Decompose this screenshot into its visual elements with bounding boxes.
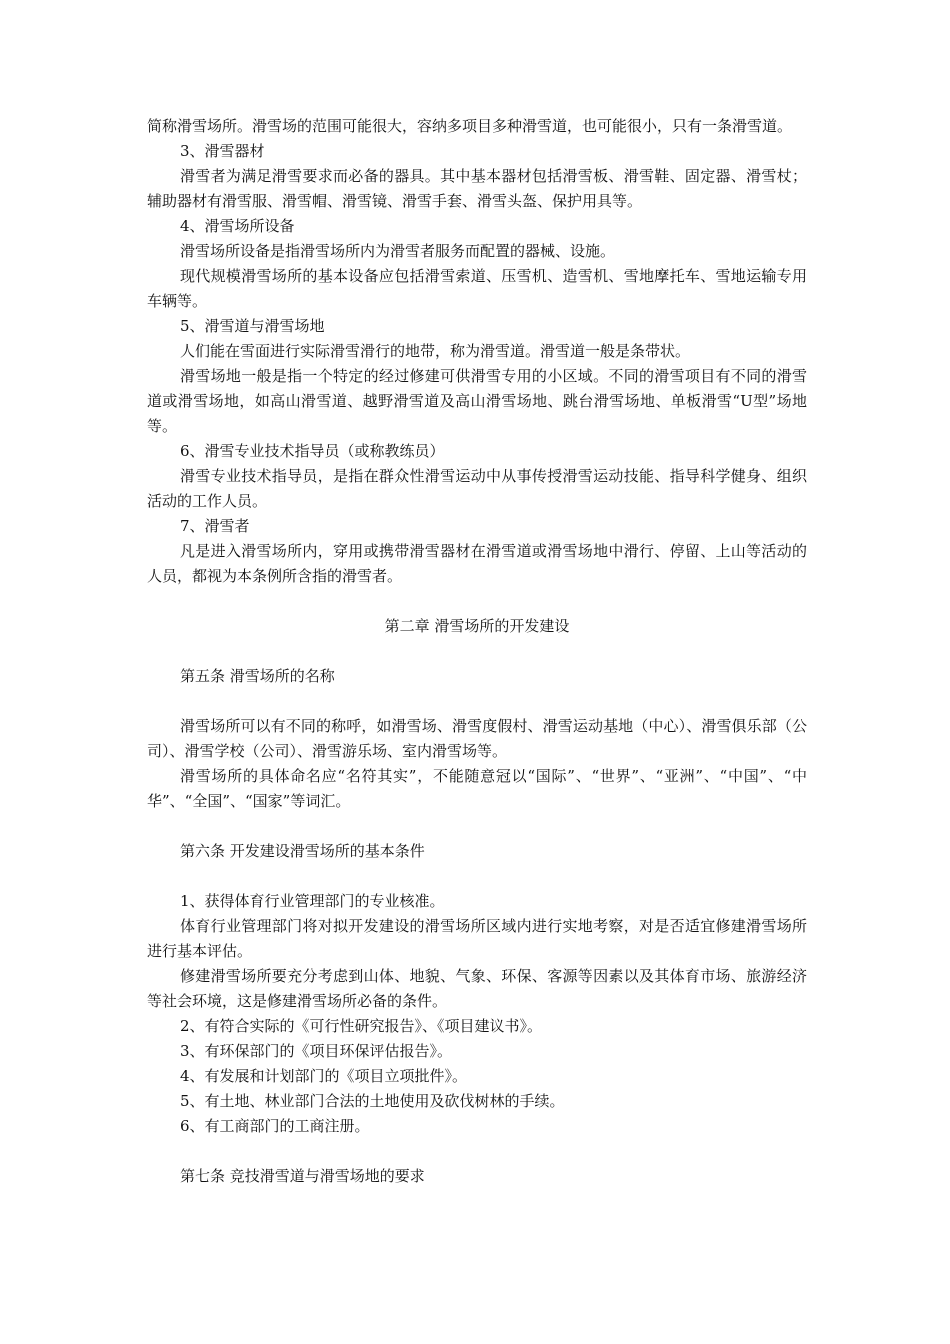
paragraph: 5、有土地、林业部门合法的土地使用及砍伐树林的手续。 xyxy=(180,1092,565,1110)
paragraph: 4、有发展和计划部门的《项目立项批件》。 xyxy=(180,1067,468,1085)
paragraph: 3、有环保部门的《项目环保评估报告》。 xyxy=(180,1042,453,1060)
paragraph: 6、滑雪专业技术指导员（或称教练员） xyxy=(180,442,445,460)
blank-line xyxy=(147,689,807,714)
paragraph: 6、有工商部门的工商注册。 xyxy=(180,1117,370,1135)
paragraph: 第六条 开发建设滑雪场所的基本条件 xyxy=(180,842,425,860)
paragraph: 4、滑雪场所设备 xyxy=(180,217,295,235)
chapter-heading: 第二章 滑雪场所的开发建设 xyxy=(384,617,570,635)
paragraph: 2、有符合实际的《可行性研究报告》、《项目建议书》。 xyxy=(180,1017,543,1035)
paragraph: 简称滑雪场所。滑雪场的范围可能很大，容纳多项目多种滑雪道，也可能很小，只有一条滑雪道。 xyxy=(147,117,793,135)
document-page xyxy=(147,114,807,1189)
paragraph: 人们能在雪面进行实际滑雪滑行的地带，称为滑雪道。滑雪道一般是条带状。 xyxy=(180,342,691,360)
paragraph: 滑雪场所的具体命名应“名符其实”，不能随意冠以“国际”、“世界”、“亚洲”、“中国”、“中华”、“全国”、“国家”等词汇。 xyxy=(147,767,807,810)
blank-line xyxy=(147,589,807,614)
paragraph: 第七条 竞技滑雪道与滑雪场地的要求 xyxy=(180,1167,425,1185)
paragraph: 7、滑雪者 xyxy=(180,517,250,535)
paragraph: 体育行业管理部门将对拟开发建设的滑雪场所区域内进行实地考察，对是否适宜修建滑雪场所进行基本评估。 xyxy=(147,917,807,960)
paragraph: 滑雪场地一般是指一个特定的经过修建可供滑雪专用的小区域。不同的滑雪项目有不同的滑雪道或滑雪场地，如高山滑雪道、越野滑雪道及高山滑雪场地、跳台滑雪场地、单板滑雪“U型”场地等。 xyxy=(147,367,807,435)
paragraph: 5、滑雪道与滑雪场地 xyxy=(180,317,325,335)
paragraph: 第五条 滑雪场所的名称 xyxy=(180,667,335,685)
paragraph: 3、滑雪器材 xyxy=(180,142,265,160)
paragraph: 滑雪场所设备是指滑雪场所内为滑雪者服务而配置的器械、设施。 xyxy=(180,242,616,260)
paragraph: 凡是进入滑雪场所内，穿用或携带滑雪器材在滑雪道或滑雪场地中滑行、停留、上山等活动的人员，都视为本条例所含指的滑雪者。 xyxy=(147,542,807,585)
paragraph: 滑雪者为满足滑雪要求而必备的器具。其中基本器材包括滑雪板、滑雪鞋、固定器、滑雪杖；辅助器材有滑雪服、滑雪帽、滑雪镜、滑雪手套、滑雪头盔、保护用具等。 xyxy=(147,167,807,210)
paragraph: 现代规模滑雪场所的基本设备应包括滑雪索道、压雪机、造雪机、雪地摩托车、雪地运输专用车辆等。 xyxy=(147,267,807,310)
blank-line xyxy=(147,639,807,664)
blank-line xyxy=(147,1139,807,1164)
paragraph: 1、获得体育行业管理部门的专业核准。 xyxy=(180,892,445,910)
blank-line xyxy=(147,814,807,839)
paragraph: 修建滑雪场所要充分考虑到山体、地貌、气象、环保、客源等因素以及其体育市场、旅游经济等社会环境，这是修建滑雪场所必备的条件。 xyxy=(147,967,807,1010)
paragraph: 滑雪专业技术指导员，是指在群众性滑雪运动中从事传授滑雪运动技能、指导科学健身、组织活动的工作人员。 xyxy=(147,467,807,510)
blank-line xyxy=(147,864,807,889)
paragraph: 滑雪场所可以有不同的称呼，如滑雪场、滑雪度假村、滑雪运动基地（中心）、滑雪俱乐部（公司）、滑雪学校（公司）、滑雪游乐场、室内滑雪场等。 xyxy=(147,717,807,760)
